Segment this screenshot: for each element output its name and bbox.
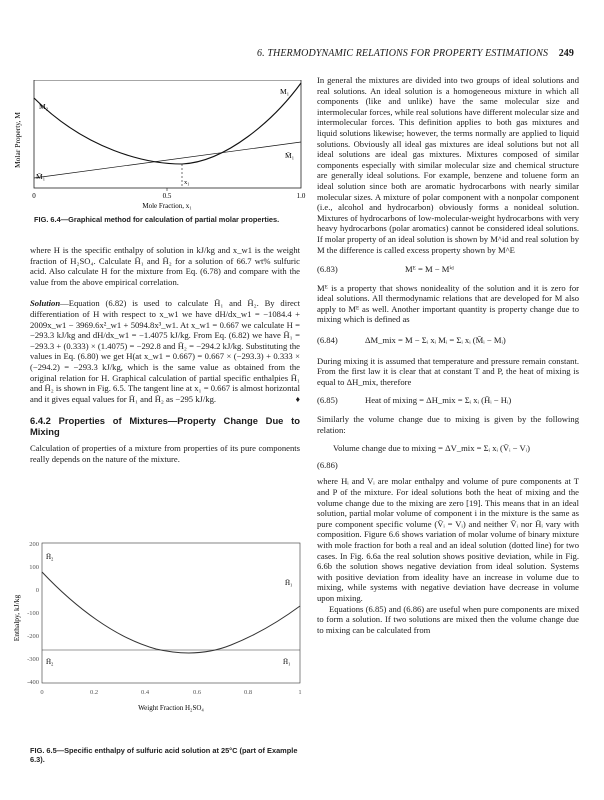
fig64-label-m1-bar: M̄₁ bbox=[285, 151, 295, 160]
fig64-tick-05: 0.5 bbox=[162, 192, 172, 200]
eq685-number: (6.85) bbox=[317, 395, 338, 406]
right-paragraph-1: In general the mixtures are divided into two groups of ideal solutions and real solutions. An ideal solution is a homogeneous mixture in which all components (like and unlike) have the same molecular size and intermolecular forces, while real solutions have different molecular size and intermolecular forces. This definition applies to both gas mixtures and liquid solutions likewise; however, the terms normally are applied to liquid solutions. Obviously all ideal gas mixtures are ideal solutions but not all ideal solutions are ideal gas mixtures. Mixtures composed of similar components especially with similar molecular size and chemical structure are generally ideal solutions. For example, benzene and toluene form an ideal solution since both are aromatic hydrocarbons with nearly similar molecular sizes. A mixture of polar component with a nonpolar component (i.e., alcohol and hydrocarbon) obviously forms a nonideal solution. Mixtures of hydrocarbons of low-molecular-weight hydrocarbons with very heavy hydrocarbons (polar aromatics) cannot be considered ideal solutions. If molar property of an ideal solution is shown by M^id and real solution by M the difference is called excess property shown by M^E bbox=[317, 75, 579, 255]
fig64-label-m2: M₂ bbox=[39, 102, 49, 111]
end-of-example-mark: ♦ bbox=[295, 394, 300, 405]
right-paragraph-2: Mᴱ is a property that shows nonideality of the solution and it is zero for ideal solutions. All thermodynamic relations that are developed for M also apply to Mᴱ as well. Another important quantity is property change due to mixing which is defined as bbox=[317, 282, 579, 325]
running-header bbox=[257, 48, 574, 59]
fig65-ytick-200: 200 bbox=[29, 541, 39, 548]
solution-paragraph bbox=[30, 298, 300, 404]
page-number: 249 bbox=[558, 48, 574, 59]
fig64-frame bbox=[34, 80, 301, 188]
fig65-xlabel: Weight Fraction H₂SO₄ bbox=[138, 704, 204, 712]
figure-6-4-caption: FIG. 6.4—Graphical method for calculation of partial molar properties. bbox=[34, 215, 280, 224]
fig64-label-x1: x₁ bbox=[184, 179, 190, 186]
fig65-label-h1-top: H̄₁ bbox=[285, 579, 293, 587]
fig64-tick-1: 1.0 bbox=[296, 192, 306, 200]
fig65-ytick-m100: -100 bbox=[27, 610, 39, 617]
right-paragraph-4: Similarly the volume change due to mixing is given by the following relation: bbox=[317, 414, 579, 435]
fig65-xtick-0: 0 bbox=[40, 689, 44, 696]
fig64-label-m1-left: M̄₁ bbox=[36, 172, 46, 181]
fig65-ytick-100: 100 bbox=[29, 564, 39, 571]
figure-6-5 bbox=[6, 538, 306, 758]
eq683-number: (6.83) bbox=[317, 264, 338, 275]
fig65-curve bbox=[42, 572, 300, 653]
fig64-tick-0: 0 bbox=[32, 192, 36, 200]
eq685-body: Heat of mixing = ΔH_mix = Σᵢ xᵢ (H̄ᵢ − Hᵢ) bbox=[365, 395, 512, 406]
fig65-ytick-m400: -400 bbox=[27, 679, 39, 686]
fig65-xtick-1: 1 bbox=[298, 689, 302, 696]
eq683-body: Mᴱ = M − Mⁱᵈ bbox=[405, 264, 454, 275]
fig65-xtick-04: 0.4 bbox=[140, 689, 150, 696]
figure-6-4-plot bbox=[6, 80, 306, 260]
fig65-ytick-0: 0 bbox=[35, 587, 39, 594]
section-title: 6.4.2 Properties of Mixtures—Property Change Due to Mixing bbox=[30, 414, 300, 438]
left-paragraph-1: where H is the specific enthalpy of solution in kJ/kg and x_w1 is the weight fraction of H₂SO₄. Calculate H̄₁ and H̄₂ for a solution of 66.7 wt% sulfuric acid. Also calculate H for the mixture from Eq. (6.78) and compare with the value from the above empirical correlation. bbox=[30, 245, 300, 287]
right-column bbox=[317, 75, 579, 635]
fig65-ylabel: Enthalpy, kJ/kg bbox=[12, 594, 21, 642]
solution-text: —Equation (6.82) is used to calculate H̄₁ and H̄₂. By direct differentiation of H with respect to x_w1 we have dH/dx_w1 = −1084.4 + 2009x_w1 − 3969.6x²_w1 + 5094.8x³_w1. At x_w1 = 0.667 we calculate H = −293.3 kJ/kg and dH/dx_w1 = −1.4075 kJ/kg. From Eq. (6.82) we have H̄₁ = −293.3 + (0.333) × (1.4075) = −292.8 and H̄₂ = −294.2 kJ/kg. Substituting the values in Eq. (6.80) we get H(at x_w1 = 0.667) = 0.667 × (−293.3) + 0.333 × (−294.2) = −293.3 kJ/kg, which is the same value as obtained from the original relation for H. Graphical calculation of partial specific enthalpies H̄₁ and H̄₂ is shown in Fig. 6.5. The tangent line at x₁ = 0.667 is almost horizontal and it gives equal values for H̄₁ and H̄₂ as −295 kJ/kg. bbox=[30, 298, 300, 404]
equation-6-83 bbox=[317, 264, 579, 275]
eq684-number: (6.84) bbox=[317, 335, 338, 346]
fig65-ytick-m200: -200 bbox=[27, 633, 39, 640]
equation-6-84 bbox=[317, 335, 579, 346]
fig65-ytick-m300: -300 bbox=[27, 656, 39, 663]
running-title: 6. THERMODYNAMIC RELATIONS FOR PROPERTY ESTIMATIONS bbox=[257, 48, 549, 59]
left-paragraph-2: Calculation of properties of a mixture from properties of its pure components really depends on the nature of the mixture. bbox=[30, 442, 300, 464]
fig64-curve bbox=[34, 83, 301, 164]
right-paragraph-5: where Hᵢ and Vᵢ are molar enthalpy and volume of pure components at T and P of the mixture. For ideal solutions both the heat of mixing and the volume change due to the mixing are zero [19]. This means that in an ideal solution, partial molar volume of component i in the mixture is the same as pure component specific volume (V̄ᵢ = Vᵢ) and neither V̄ᵢ nor H̄ᵢ vary with composition. Figure 6.6 shows variation of molar volume of binary mixture with mole fraction for both a real and an ideal solution (dotted line) for two cases. In Fig. 6.6a the real solution shows positive deviation, while in Fig. 6.6b the solution shows negative deviation from ideal solution. Systems with positive deviation from ideality have an increase in volume due to mixing, while systems with negative deviation have decrease in volume upon mixing. bbox=[317, 476, 579, 603]
figure-6-5-caption: FIG. 6.5—Specific enthalpy of sulfuric acid solution at 25°C (part of Example 6.3). bbox=[30, 746, 298, 764]
figure-6-5-plot bbox=[6, 538, 306, 758]
fig64-ylabel: Molar Property, M bbox=[13, 112, 22, 168]
eq684-body: ΔM_mix = M − Σᵢ xᵢ Mᵢ = Σᵢ xᵢ (M̄ᵢ − Mᵢ) bbox=[365, 335, 506, 346]
fig64-xlabel: Mole Fraction, x₁ bbox=[142, 202, 192, 210]
eq686-number: (6.86) bbox=[317, 459, 338, 470]
fig65-label-h2-top: H̄₂ bbox=[46, 553, 54, 561]
equation-6-86-body: Volume change due to mixing = ΔV_mix = Σᵢ xᵢ (V̄ᵢ − Vᵢ) bbox=[333, 443, 530, 454]
right-paragraph-6: Equations (6.85) and (6.86) are useful when pure components are mixed to form a solution. If two solutions are mixed then the volume change due to mixing can be calculated from bbox=[317, 603, 579, 635]
fig64-tangent bbox=[34, 142, 301, 178]
equation-6-85 bbox=[317, 395, 579, 406]
fig65-xtick-02: 0.2 bbox=[89, 689, 99, 696]
fig65-frame bbox=[42, 543, 300, 683]
fig64-label-m1-top: M₁ bbox=[280, 87, 290, 96]
right-paragraph-3: During mixing it is assumed that temperature and pressure remain constant. From the first law it is clear that at constant T and P, the heat of mixing is equal to ΔH_mix, therefore bbox=[317, 355, 579, 387]
fig65-label-h2-bot: H̄₂ bbox=[46, 658, 54, 666]
solution-label: Solution bbox=[30, 298, 61, 309]
fig65-label-h1-bot: H̄₁ bbox=[283, 658, 291, 666]
figure-6-4 bbox=[6, 80, 306, 260]
left-column bbox=[30, 245, 300, 464]
fig65-xtick-06: 0.6 bbox=[192, 689, 202, 696]
fig65-xtick-08: 0.8 bbox=[243, 689, 253, 696]
